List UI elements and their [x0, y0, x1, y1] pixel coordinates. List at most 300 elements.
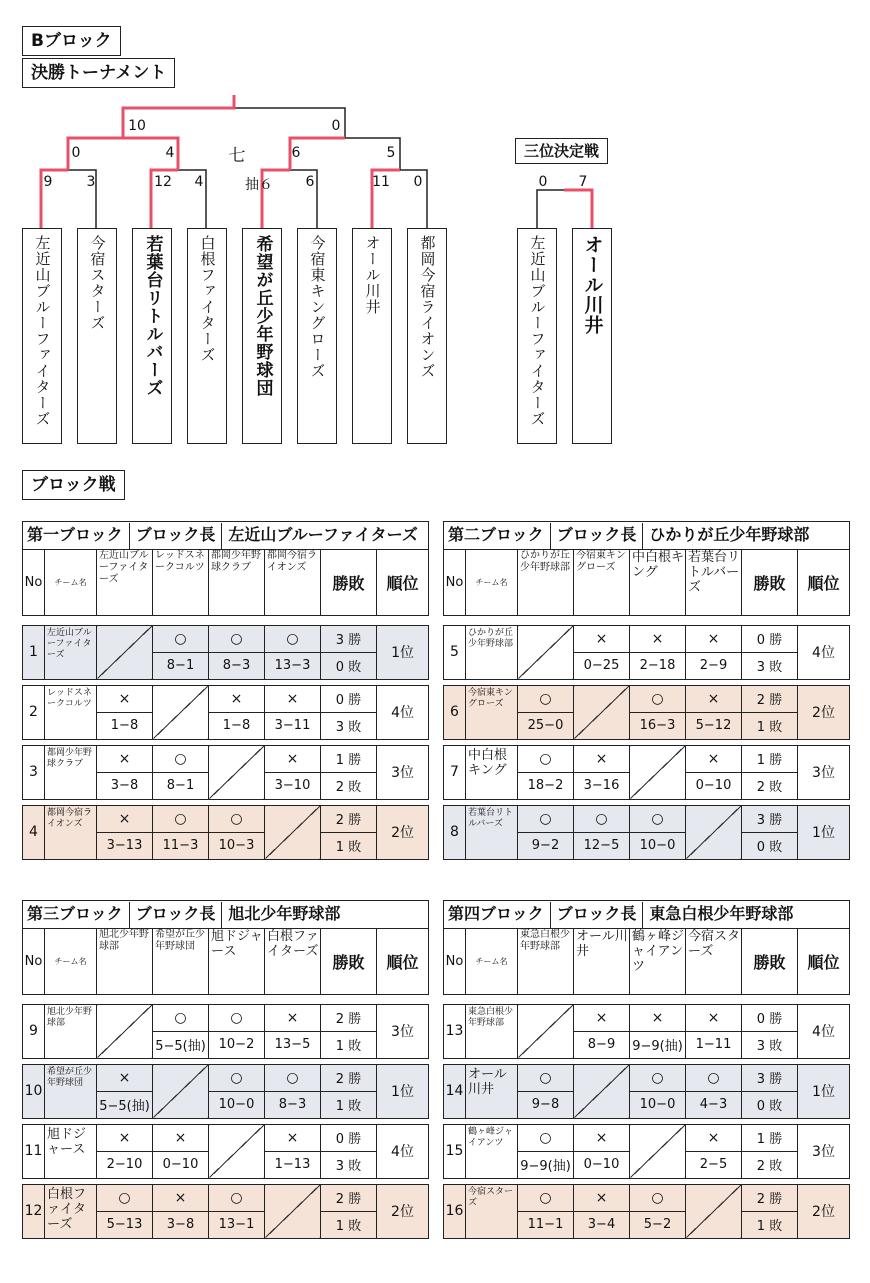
win-count: 3 勝	[742, 805, 798, 832]
block-title: 第二ブロック	[448, 525, 544, 544]
rank: 3位	[377, 1004, 429, 1058]
header-opponent: オール川井	[574, 928, 630, 994]
result-mark: ×	[686, 1124, 742, 1151]
header-record: 勝敗	[742, 549, 798, 615]
rank: 1位	[798, 1064, 850, 1118]
r2-score-1: 0	[71, 145, 81, 161]
loss-count: 2 敗	[742, 1151, 798, 1178]
result-mark: ×	[97, 805, 153, 832]
block-leader-label: ブロック長	[135, 525, 216, 544]
loss-count: 3 敗	[321, 1151, 377, 1178]
row-no: 7	[444, 745, 466, 799]
loss-count: 0 敗	[742, 832, 798, 859]
header-opponent: 旭北少年野球部	[97, 928, 153, 994]
row-team: 白根ファイターズ	[45, 1184, 97, 1238]
table-row	[23, 1004, 429, 1031]
loss-count: 3 敗	[321, 712, 377, 739]
header-opponent: 東急白根少年野球部	[518, 928, 574, 994]
block-leader: ひかりが丘少年野球部	[649, 525, 810, 544]
loss-count: 2 敗	[742, 772, 798, 799]
result-mark: ×	[97, 1064, 153, 1091]
table-row	[23, 1184, 429, 1211]
result-mark: ○	[574, 805, 630, 832]
result-mark: ×	[97, 1124, 153, 1151]
table-row	[444, 1064, 850, 1091]
result-score: 5−5(抽)	[153, 1031, 209, 1058]
result-score: 8−3	[265, 1091, 321, 1118]
self-cell	[630, 1124, 686, 1178]
self-cell	[574, 1064, 630, 1118]
header-opponent: 左近山ブルーファイターズ	[97, 549, 153, 615]
team-name: 左近山ブルーファイターズ	[528, 235, 547, 427]
rank: 4位	[798, 625, 850, 679]
team-box	[77, 228, 117, 444]
result-mark: ○	[153, 1004, 209, 1031]
result-score: 8−9	[574, 1031, 630, 1058]
header-rank: 順位	[377, 928, 429, 994]
row-no: 3	[23, 745, 45, 799]
header-opponent: 今宿スターズ	[686, 928, 742, 994]
result-mark: ×	[265, 745, 321, 772]
win-count: 0 勝	[742, 1004, 798, 1031]
tournament-bracket	[0, 95, 870, 235]
result-mark: ×	[574, 1124, 630, 1151]
loss-count: 1 敗	[321, 1091, 377, 1118]
result-mark: ○	[97, 1184, 153, 1211]
self-cell	[209, 1124, 265, 1178]
result-mark: ○	[265, 1064, 321, 1091]
win-count: 2 勝	[742, 685, 798, 712]
header-opponent: 白根ファイターズ	[265, 928, 321, 994]
team-name: 都岡今宿ライオンズ	[418, 235, 437, 379]
team-name: 若葉台リトルバーズ	[142, 235, 163, 397]
result-score: 13−1	[209, 1211, 265, 1238]
result-score: 10−0	[209, 1091, 265, 1118]
loss-count: 1 敗	[321, 1211, 377, 1238]
third-score-right: 7	[578, 174, 588, 190]
result-mark: ×	[574, 1184, 630, 1211]
header-opponent: ひかりが丘少年野球部	[518, 549, 574, 615]
rank: 4位	[377, 1124, 429, 1178]
third-score-left: 0	[538, 174, 548, 190]
result-score: 1−13	[265, 1151, 321, 1178]
loss-count: 3 敗	[742, 652, 798, 679]
team-name: オール川井	[581, 235, 604, 335]
row-no: 10	[23, 1064, 45, 1118]
loss-count: 1 敗	[321, 832, 377, 859]
result-score: 0−25	[574, 652, 630, 679]
result-score: 11−1	[518, 1211, 574, 1238]
block-table	[22, 521, 429, 860]
block-table	[22, 900, 429, 1239]
rank: 3位	[798, 745, 850, 799]
win-count: 1 勝	[321, 745, 377, 772]
self-cell	[686, 805, 742, 859]
header-opponent: 今宿東キングローズ	[574, 549, 630, 615]
result-mark: ○	[209, 805, 265, 832]
row-team: 旭ドジャース	[45, 1124, 97, 1178]
result-score: 2−18	[630, 652, 686, 679]
loss-count: 1 敗	[321, 1031, 377, 1058]
row-no: 13	[444, 1004, 466, 1058]
row-team: 旭北少年野球部	[45, 1004, 97, 1058]
result-score: 3−13	[97, 832, 153, 859]
result-mark: ○	[518, 745, 574, 772]
result-score: 11−3	[153, 832, 209, 859]
team-box	[187, 228, 227, 444]
result-mark: ○	[630, 1184, 686, 1211]
result-score: 3−11	[265, 712, 321, 739]
result-mark: ×	[265, 685, 321, 712]
result-mark: ○	[265, 625, 321, 652]
result-score: 5−12	[686, 712, 742, 739]
row-no: 2	[23, 685, 45, 739]
row-team: 中白根キング	[466, 745, 518, 799]
result-score: 2−10	[97, 1151, 153, 1178]
block-leader-label: ブロック長	[135, 904, 216, 923]
header-opponent: 都岡少年野球クラブ	[209, 549, 265, 615]
r2-score-3: 6	[291, 145, 301, 161]
r1-score-5: 抽６	[245, 177, 273, 193]
table-row	[444, 1184, 850, 1211]
result-score: 9−9(抽)	[518, 1151, 574, 1178]
rank: 4位	[377, 685, 429, 739]
block-title: 第三ブロック	[27, 904, 123, 923]
self-cell	[265, 1184, 321, 1238]
result-mark: ×	[574, 745, 630, 772]
r1-score-1: 9	[43, 174, 53, 190]
row-no: 16	[444, 1184, 466, 1238]
result-mark: ×	[686, 745, 742, 772]
header-rank: 順位	[798, 928, 850, 994]
rank: 2位	[798, 1184, 850, 1238]
row-no: 11	[23, 1124, 45, 1178]
table-row	[23, 1064, 429, 1091]
rank: 2位	[377, 805, 429, 859]
self-cell	[518, 625, 574, 679]
header-record: 勝敗	[742, 928, 798, 994]
r1-score-6: 6	[305, 174, 315, 190]
header-no: No	[444, 549, 466, 615]
result-score: 5−5(抽)	[97, 1091, 153, 1118]
result-mark: ×	[97, 685, 153, 712]
header-no: No	[444, 928, 466, 994]
table-row	[23, 625, 429, 652]
third-team-box	[572, 228, 612, 444]
result-score: 16−3	[630, 712, 686, 739]
result-mark: ○	[209, 1004, 265, 1031]
r1-score-8: 0	[413, 174, 423, 190]
table-row	[444, 625, 850, 652]
result-score: 2−9	[686, 652, 742, 679]
result-score: 8−1	[153, 772, 209, 799]
row-team: 今宿東キングローズ	[466, 685, 518, 739]
team-box	[132, 228, 172, 444]
result-score: 2−5	[686, 1151, 742, 1178]
result-score: 13−3	[265, 652, 321, 679]
win-count: 0 勝	[742, 625, 798, 652]
block-leader: 左近山ブルーファイターズ	[228, 525, 418, 544]
r1-score-4: 4	[194, 174, 204, 190]
result-score: 9−9(抽)	[630, 1031, 686, 1058]
row-team: レッドスネークコルツ	[45, 685, 97, 739]
rank: 2位	[377, 1184, 429, 1238]
result-score: 13−5	[265, 1031, 321, 1058]
result-score: 9−8	[518, 1091, 574, 1118]
block-title-row	[444, 522, 850, 550]
result-mark: ○	[630, 685, 686, 712]
team-name: オール川井	[363, 235, 382, 315]
row-team: 希望が丘少年野球団	[45, 1064, 97, 1118]
team-name: 今宿スターズ	[88, 235, 107, 331]
result-score: 0−10	[574, 1151, 630, 1178]
header-opponent: 若葉台リトルバーズ	[686, 549, 742, 615]
header-rank: 順位	[798, 549, 850, 615]
result-mark: ×	[153, 1184, 209, 1211]
result-mark: ○	[209, 1064, 265, 1091]
row-team: ひかりが丘少年野球部	[466, 625, 518, 679]
result-score: 8−1	[153, 652, 209, 679]
row-no: 9	[23, 1004, 45, 1058]
header-team: チーム名	[45, 928, 97, 994]
header-no: No	[23, 549, 45, 615]
row-no: 4	[23, 805, 45, 859]
result-mark: ○	[209, 625, 265, 652]
block-league-label: ブロック戦	[22, 470, 125, 500]
rank: 1位	[377, 1064, 429, 1118]
header-team: チーム名	[466, 549, 518, 615]
table-row	[444, 745, 850, 772]
block-label: Bブロック	[22, 26, 121, 56]
header-opponent: 旭ドジャース	[209, 928, 265, 994]
block-title-row	[444, 901, 850, 929]
self-cell	[518, 1004, 574, 1058]
header-opponent: 希望が丘少年野球団	[153, 928, 209, 994]
win-count: 3 勝	[321, 625, 377, 652]
header-no: No	[23, 928, 45, 994]
rank: 3位	[798, 1124, 850, 1178]
win-count: 1 勝	[742, 1124, 798, 1151]
result-score: 3−4	[574, 1211, 630, 1238]
result-score: 0−10	[153, 1151, 209, 1178]
result-mark: ○	[518, 1124, 574, 1151]
table-row	[444, 685, 850, 712]
result-score: 25−0	[518, 712, 574, 739]
row-team: 鶴ヶ峰ジャイアンツ	[466, 1124, 518, 1178]
result-mark: ○	[153, 805, 209, 832]
loss-count: 2 敗	[321, 772, 377, 799]
result-mark: ○	[518, 685, 574, 712]
row-team: 若葉台リトルバーズ	[466, 805, 518, 859]
result-score: 4−3	[686, 1091, 742, 1118]
result-mark: ○	[518, 1184, 574, 1211]
result-score: 18−2	[518, 772, 574, 799]
team-box	[242, 228, 282, 444]
result-mark: ○	[518, 1064, 574, 1091]
result-mark: ×	[209, 685, 265, 712]
rank: 4位	[798, 1004, 850, 1058]
result-mark: ○	[630, 1064, 686, 1091]
self-cell	[209, 745, 265, 799]
block-leader: 東急白根少年野球部	[649, 904, 794, 923]
self-cell	[153, 1064, 209, 1118]
team-name: 左近山ブルーファイターズ	[33, 235, 52, 427]
loss-count: 1 敗	[742, 1211, 798, 1238]
win-count: 1 勝	[742, 745, 798, 772]
self-cell	[265, 805, 321, 859]
r1-score-3: 12	[154, 174, 172, 190]
loss-count: 3 敗	[742, 1031, 798, 1058]
block-leader: 旭北少年野球部	[228, 904, 341, 923]
rank: 2位	[798, 685, 850, 739]
result-score: 3−16	[574, 772, 630, 799]
result-mark: ○	[686, 1064, 742, 1091]
win-count: 2 勝	[321, 1184, 377, 1211]
r1-score-7: 11	[372, 174, 390, 190]
result-mark: ○	[518, 805, 574, 832]
loss-count: 0 敗	[321, 652, 377, 679]
result-score: 10−0	[630, 1091, 686, 1118]
header-record: 勝敗	[321, 928, 377, 994]
row-team: オール川井	[466, 1064, 518, 1118]
self-cell	[153, 685, 209, 739]
result-score: 5−2	[630, 1211, 686, 1238]
block-leader-label: ブロック長	[556, 904, 637, 923]
win-count: 2 勝	[321, 805, 377, 832]
result-mark: ×	[265, 1004, 321, 1031]
header-team: チーム名	[45, 549, 97, 615]
result-score: 10−0	[630, 832, 686, 859]
table-row	[23, 685, 429, 712]
result-score: 12−5	[574, 832, 630, 859]
team-name: 今宿東キングローズ	[308, 235, 327, 379]
r1-score-2: 3	[86, 174, 96, 190]
header-opponent: 鶴ヶ峰ジャイアンツ	[630, 928, 686, 994]
result-score: 3−10	[265, 772, 321, 799]
result-score: 10−3	[209, 832, 265, 859]
win-count: 2 勝	[742, 1184, 798, 1211]
header-opponent: 中白根キング	[630, 549, 686, 615]
third-place-label: 三位決定戦	[515, 138, 608, 164]
result-score: 3−8	[97, 772, 153, 799]
team-box	[352, 228, 392, 444]
result-score: 3−8	[153, 1211, 209, 1238]
table-row	[23, 745, 429, 772]
row-team: 都岡今宿ライオンズ	[45, 805, 97, 859]
row-no: 8	[444, 805, 466, 859]
row-team: 今宿スターズ	[466, 1184, 518, 1238]
final-score-right: 0	[331, 118, 341, 134]
result-score: 10−2	[209, 1031, 265, 1058]
header-rank: 順位	[377, 549, 429, 615]
block-leader-label: ブロック長	[556, 525, 637, 544]
header-opponent: 都岡今宿ライオンズ	[265, 549, 321, 615]
r2-score-2: 4	[165, 145, 175, 161]
table-row	[444, 1124, 850, 1151]
self-cell	[97, 625, 153, 679]
block-title-row	[23, 901, 429, 929]
result-mark: ×	[574, 1004, 630, 1031]
row-team: 東急白根少年野球部	[466, 1004, 518, 1058]
team-name: 白根ファイターズ	[198, 235, 217, 363]
self-cell	[630, 745, 686, 799]
table-row	[23, 805, 429, 832]
third-team-box	[517, 228, 557, 444]
row-no: 6	[444, 685, 466, 739]
self-cell	[574, 685, 630, 739]
team-name: 希望が丘少年野球団	[252, 235, 273, 397]
self-cell	[686, 1184, 742, 1238]
block-table	[443, 521, 850, 860]
team-box	[22, 228, 62, 444]
row-no: 1	[23, 625, 45, 679]
r2-score-4: 5	[386, 145, 396, 161]
result-mark: ×	[686, 1004, 742, 1031]
block-table	[443, 900, 850, 1239]
result-score: 9−2	[518, 832, 574, 859]
rank: 1位	[798, 805, 850, 859]
rank: 1位	[377, 625, 429, 679]
result-score: 5−13	[97, 1211, 153, 1238]
result-score: 1−11	[686, 1031, 742, 1058]
row-team: 左近山ブルーファイターズ	[45, 625, 97, 679]
win-count: 2 勝	[321, 1064, 377, 1091]
result-mark: ×	[630, 625, 686, 652]
win-count: 2 勝	[321, 1004, 377, 1031]
result-score: 8−3	[209, 652, 265, 679]
result-score: 1−8	[97, 712, 153, 739]
tournament-label: 決勝トーナメント	[22, 58, 175, 88]
table-row	[444, 805, 850, 832]
row-team: 都岡少年野球クラブ	[45, 745, 97, 799]
win-count: 3 勝	[742, 1064, 798, 1091]
table-row	[444, 1004, 850, 1031]
rank: 3位	[377, 745, 429, 799]
result-mark: ×	[686, 625, 742, 652]
result-score: 0−10	[686, 772, 742, 799]
loss-count: 1 敗	[742, 712, 798, 739]
result-mark: ×	[97, 745, 153, 772]
result-mark: ○	[630, 805, 686, 832]
row-no: 15	[444, 1124, 466, 1178]
result-mark: ×	[630, 1004, 686, 1031]
result-mark: ○	[153, 745, 209, 772]
win-count: 0 勝	[321, 1124, 377, 1151]
result-mark: ○	[209, 1184, 265, 1211]
result-mark: ○	[153, 625, 209, 652]
row-no: 5	[444, 625, 466, 679]
result-score: 1−8	[209, 712, 265, 739]
final-score-left: 10	[128, 118, 146, 134]
row-no: 12	[23, 1184, 45, 1238]
final-mark: 七	[228, 146, 246, 166]
table-row	[23, 1124, 429, 1151]
block-title: 第四ブロック	[448, 904, 544, 923]
result-mark: ×	[574, 625, 630, 652]
row-no: 14	[444, 1064, 466, 1118]
team-box	[297, 228, 337, 444]
block-title: 第一ブロック	[27, 525, 123, 544]
win-count: 0 勝	[321, 685, 377, 712]
header-team: チーム名	[466, 928, 518, 994]
loss-count: 0 敗	[742, 1091, 798, 1118]
result-mark: ×	[153, 1124, 209, 1151]
header-opponent: レッドスネークコルツ	[153, 549, 209, 615]
block-title-row	[23, 522, 429, 550]
self-cell	[97, 1004, 153, 1058]
result-mark: ×	[686, 685, 742, 712]
result-mark: ×	[265, 1124, 321, 1151]
